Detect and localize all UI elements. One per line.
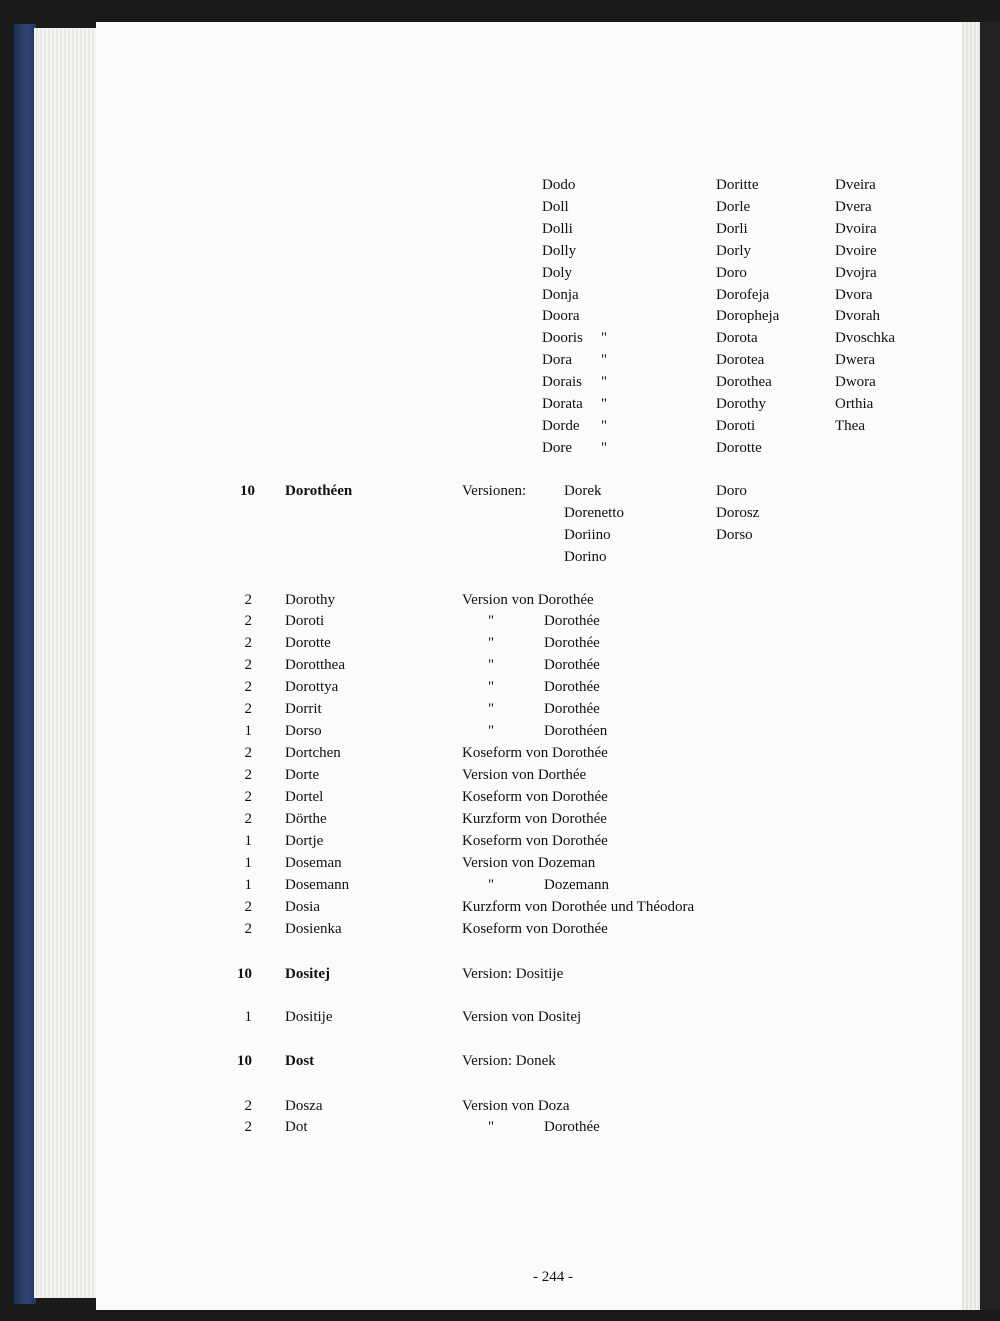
entry-description: Version von Dositej: [462, 1009, 582, 1025]
name-list-item: Dorais: [542, 374, 582, 391]
entry-name: Doseman: [285, 855, 342, 871]
name-list-item: Dolly: [542, 242, 577, 259]
entry-count: 2: [244, 921, 252, 937]
ditto-mark: ": [488, 701, 495, 717]
entry-name: Dorso: [285, 723, 322, 739]
entry-name: Doroti: [285, 613, 325, 629]
entry-count: 10: [240, 483, 255, 499]
name-list-item: Donja: [542, 286, 579, 303]
entry-name: Dosza: [285, 1098, 323, 1114]
entry-reference: Dorothée: [544, 1119, 600, 1135]
name-list-item: Dvera: [835, 198, 872, 215]
entry-reference: Dorothée: [544, 679, 600, 695]
entry-description: Koseform von Dorothée: [462, 921, 608, 937]
name-list-item: Dvojra: [835, 264, 877, 281]
entry-name: Dorte: [285, 767, 320, 783]
name-list-item: Dorle: [716, 198, 751, 215]
name-list-item: Dvoire: [835, 242, 877, 259]
entry-count: 2: [244, 1119, 252, 1135]
ditto-mark: ": [488, 679, 495, 695]
ditto-mark: ": [488, 877, 495, 893]
entry-count: 2: [244, 635, 252, 651]
name-list-item: Dveira: [835, 177, 876, 193]
entry-count: 2: [244, 767, 252, 783]
name-list-item: Dorotea: [716, 352, 765, 369]
entry-count: 2: [244, 679, 252, 695]
entry-count: 2: [244, 1098, 252, 1114]
name-list-item: Doritte: [716, 177, 759, 193]
entry-count: 10: [237, 966, 252, 982]
version-item: Dorosz: [716, 504, 760, 521]
ditto-mark: ": [601, 439, 608, 456]
entry-reference: Dorothée: [544, 635, 600, 651]
entry-name: Dositej: [285, 966, 330, 982]
ditto-mark: ": [488, 657, 495, 673]
entry-name: Dosienka: [285, 921, 342, 937]
entry-name: Dorotthea: [285, 657, 345, 673]
ditto-mark: ": [601, 417, 608, 434]
name-list-item: Orthia: [835, 396, 874, 412]
name-list-item: Dora: [542, 352, 572, 369]
page-edges-left: [34, 28, 98, 1298]
name-list-item: Dooris: [542, 330, 583, 347]
name-list-item: Dorofeja: [716, 286, 770, 303]
entry-name: Dorrit: [285, 701, 322, 717]
entry-count: 2: [244, 811, 252, 827]
entry-count: 2: [244, 899, 252, 915]
name-list-item: Doora: [542, 308, 580, 325]
name-list-item: Dorota: [716, 330, 758, 347]
ditto-mark: ": [488, 1119, 495, 1135]
entry-name: Dot: [285, 1119, 308, 1135]
entry-reference: Dorothée: [544, 657, 600, 673]
entry-description: Version von Dorothée: [462, 592, 594, 608]
book-spine: [14, 24, 36, 1304]
ditto-mark: ": [601, 330, 608, 347]
entry-name: Dosia: [285, 899, 320, 915]
entry-name: Dortel: [285, 789, 324, 805]
ditto-mark: ": [601, 352, 608, 369]
entry-name: Dortchen: [285, 745, 341, 761]
name-list-item: Dvorah: [835, 308, 880, 325]
entry-count: 1: [244, 855, 252, 871]
name-list-item: Doro: [716, 264, 747, 281]
entry-description: Koseform von Dorothée: [462, 833, 608, 849]
name-list-item: Dorothea: [716, 374, 772, 391]
entry-name: Dorothy: [285, 592, 335, 608]
entry-name: Dortje: [285, 833, 324, 849]
entry-count: 2: [244, 745, 252, 761]
entry-count: 2: [244, 789, 252, 805]
name-list-item: Dolli: [542, 220, 573, 237]
name-list-item: Dorotte: [716, 439, 762, 456]
version-item: Dorino: [564, 548, 607, 565]
entry-count: 2: [244, 613, 252, 629]
version-item: Dorek: [564, 483, 602, 499]
entry-name: Dost: [285, 1053, 315, 1069]
name-list-item: Dvoira: [835, 220, 877, 237]
entry-count: 10: [237, 1053, 252, 1069]
version-item: Doriino: [564, 526, 611, 543]
name-list-item: Doly: [542, 264, 572, 281]
name-list-item: Dodo: [542, 177, 576, 193]
name-list-item: Dorata: [542, 396, 583, 412]
entry-count: 1: [244, 1009, 252, 1025]
name-list-item: Dorly: [716, 242, 751, 259]
ditto-mark: ": [488, 723, 495, 739]
entry-reference: Dozemann: [544, 877, 609, 893]
name-list-item: Dwera: [835, 352, 875, 369]
name-list-item: Dwora: [835, 374, 876, 391]
entry-description: Version von Dorthée: [462, 767, 587, 783]
entry-reference: Dorothée: [544, 613, 600, 629]
ditto-mark: ": [601, 374, 608, 391]
entry-name: Dorotte: [285, 635, 331, 651]
ditto-mark: ": [488, 635, 495, 651]
book-cover-edge: [980, 22, 1000, 1310]
version-item: Dorenetto: [564, 504, 624, 521]
entry-description: Versionen:: [462, 483, 527, 499]
entry-description: Version von Doza: [462, 1098, 570, 1114]
version-item: Dorso: [716, 526, 753, 543]
entry-name: Dörthe: [285, 811, 327, 827]
page-number: - 244 -: [533, 1269, 573, 1285]
name-list-item: Doroti: [716, 417, 756, 434]
entry-count: 2: [244, 657, 252, 673]
name-list-item: Dorli: [716, 220, 748, 237]
entry-count: 2: [244, 701, 252, 717]
entry-description: Kurzform von Dorothée und Théodora: [462, 899, 695, 915]
entry-description: Koseform von Dorothée: [462, 745, 608, 761]
entry-name: Dositije: [285, 1009, 333, 1025]
name-list-item: Dore: [542, 439, 572, 456]
page-edges-right: [960, 22, 982, 1310]
name-list-item: Dorde: [542, 417, 580, 434]
entry-count: 1: [244, 877, 252, 893]
name-list-item: Thea: [835, 417, 865, 434]
entry-reference: Dorothéen: [544, 723, 608, 739]
entry-description: Koseform von Dorothée: [462, 789, 608, 805]
name-list-item: Dorothy: [716, 396, 766, 412]
entry-reference: Dorothée: [544, 701, 600, 717]
ditto-mark: ": [601, 396, 608, 412]
ditto-mark: ": [488, 613, 495, 629]
entry-description: Version von Dozeman: [462, 855, 596, 871]
entry-name: Dorothéen: [285, 483, 353, 499]
version-item: Doro: [716, 483, 747, 499]
entry-description: Version: Dositije: [462, 966, 564, 982]
entry-count: 2: [244, 592, 252, 608]
name-list-item: Dvoschka: [835, 330, 895, 347]
entry-description: Kurzform von Dorothée: [462, 811, 607, 827]
entry-count: 1: [244, 723, 252, 739]
entry-name: Dosemann: [285, 877, 350, 893]
name-list-item: Doropheja: [716, 308, 780, 325]
entry-description: Version: Donek: [462, 1053, 556, 1069]
name-list-item: Doll: [542, 198, 569, 215]
name-list-item: Dvora: [835, 286, 873, 303]
entry-count: 1: [244, 833, 252, 849]
entry-name: Dorottya: [285, 679, 339, 695]
